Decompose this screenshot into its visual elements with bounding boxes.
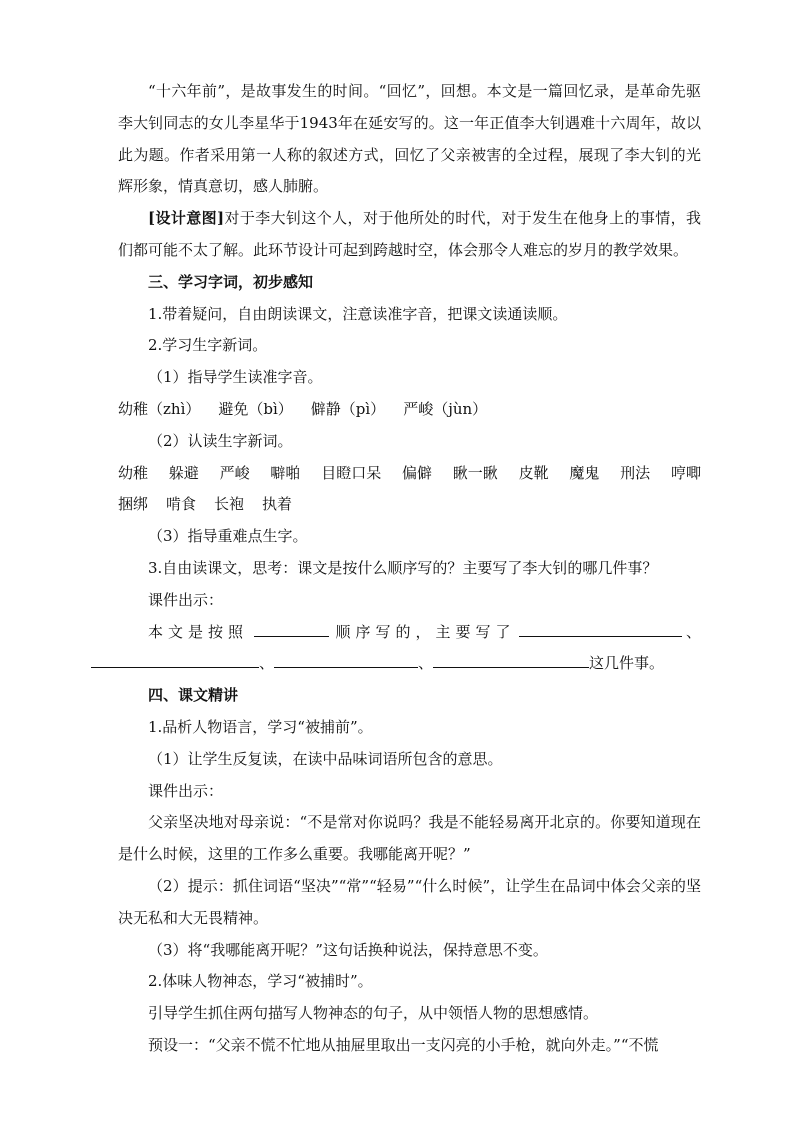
s4-item-2: 2.体味人物神态，学习“被捕时”。: [148, 972, 373, 991]
fill-blank-line-1: [118, 617, 701, 649]
fill-sep: 、: [685, 622, 701, 641]
fill-sep: 、: [418, 654, 434, 673]
blank-event-4: [433, 653, 589, 668]
s4-item-1: 1.品析人物语言，学习“被捕前”。: [148, 717, 373, 736]
blank-order: [254, 622, 329, 637]
fill-text-b: 顺序写的，主要写了: [335, 622, 516, 641]
s3-item-2: 2.学习生字新词。: [148, 336, 268, 355]
vocab-line-2: [118, 489, 701, 521]
pinyin-word: 避免（bì）: [218, 399, 293, 418]
blank-event-3: [274, 653, 418, 668]
vocab-word: 躲避: [168, 463, 199, 482]
pinyin-word: 严峻（jùn）: [403, 399, 488, 418]
s3-item-3: 3.自由读课文，思考：课文是按什么顺序写的？主要写了李大钊的哪几件事？: [148, 558, 658, 577]
intro-paragraph: “十六年前”，是故事发生的时间。“回忆”，回想。本文是一篇回忆录，是革命先驱李大钊同志的女儿李星华于1943年在延安写的。这一年正值李大钊遇难十六周年，故以此为题。作者采用第一人称的叙述方式，回忆了父亲被害的全过程，展现了李大钊的光辉形象，情真意切，感人肺腑。: [118, 82, 701, 196]
s3-courseware-label: 课件出示：: [148, 590, 224, 609]
design-intent-paragraph: [118, 203, 701, 267]
vocab-word: 瞅一瞅: [452, 463, 498, 482]
s4-sub-2: （2）提示：抓住词语“坚决”“常”“轻易”“什么时候”，让学生在品词中体会父亲的坚决无私和大无畏精神。: [118, 876, 701, 927]
vocab-word: 魔鬼: [569, 463, 600, 482]
s3-item-1: 1.带着疑问，自由朗读课文，注意读准字音，把课文读通读顺。: [148, 304, 568, 323]
pinyin-line: [118, 394, 701, 426]
design-intent-tag: [设计意图]: [148, 209, 225, 228]
vocab-word: 噼啪: [270, 463, 301, 482]
blank-event-2: [91, 653, 259, 668]
s4-preset-1: 预设一：“父亲不慌不忙地从抽屉里取出一支闪亮的小手枪，就向外走。”“不慌: [148, 1035, 659, 1054]
vocab-word: 幼稚: [118, 463, 149, 482]
vocab-word: 啃食: [166, 495, 197, 514]
vocab-word: 执着: [262, 495, 293, 514]
vocab-word: 捆绑: [118, 495, 149, 514]
vocab-word: 严峻: [219, 463, 250, 482]
fill-text-a: 本文是按照: [148, 622, 249, 641]
fill-end: 这几件事。: [589, 654, 665, 673]
s3-sub-2: （2）认读生字新词。: [148, 431, 293, 450]
document-body: [118, 76, 701, 1062]
s4-guide: 引导学生抓住两句描写人物神态的句子，从中领悟人物的思想感情。: [148, 1004, 599, 1023]
s4-courseware-label: 课件出示：: [148, 781, 224, 800]
vocab-word: 皮靴: [518, 463, 549, 482]
design-intent-text: 对于李大钊这个人，对于他所处的时代，对于发生在他身上的事情，我们都可能不太了解。此环节设计可起到跨越时空，体会那令人难忘的岁月的教学效果。: [118, 209, 701, 259]
section-4-heading: 四、课文精讲: [148, 686, 239, 705]
s4-sub-3: （3）将“我哪能离开呢？”这句话换种说法，保持意思不变。: [148, 940, 548, 959]
section-3-heading: 三、学习字词，初步感知: [148, 272, 314, 291]
vocab-word: 刑法: [620, 463, 651, 482]
fill-sep: 、: [259, 654, 275, 673]
vocab-word: 哼唧: [670, 463, 701, 482]
s4-sub-1: （1）让学生反复读，在读中品味词语所包含的意思。: [148, 749, 503, 768]
pinyin-word: 僻静（pì）: [310, 399, 386, 418]
s3-sub-3: （3）指导重难点生字。: [148, 527, 308, 546]
pinyin-word: 幼稚（zhì）: [118, 399, 201, 418]
vocab-word: 偏僻: [401, 463, 432, 482]
blank-event-1: [519, 622, 682, 637]
vocab-word: 目瞪口呆: [321, 463, 382, 482]
vocab-line-1: [118, 458, 701, 490]
vocab-word: 长袍: [214, 495, 245, 514]
s4-quote: 父亲坚决地对母亲说：“不是常对你说吗？我是不能轻易离开北京的。你要知道现在是什么时候，这里的工作多么重要。我哪能离开呢？”: [118, 813, 701, 864]
fill-blank-line-2: [91, 648, 701, 680]
s3-sub-1: （1）指导学生读准字音。: [148, 368, 323, 387]
